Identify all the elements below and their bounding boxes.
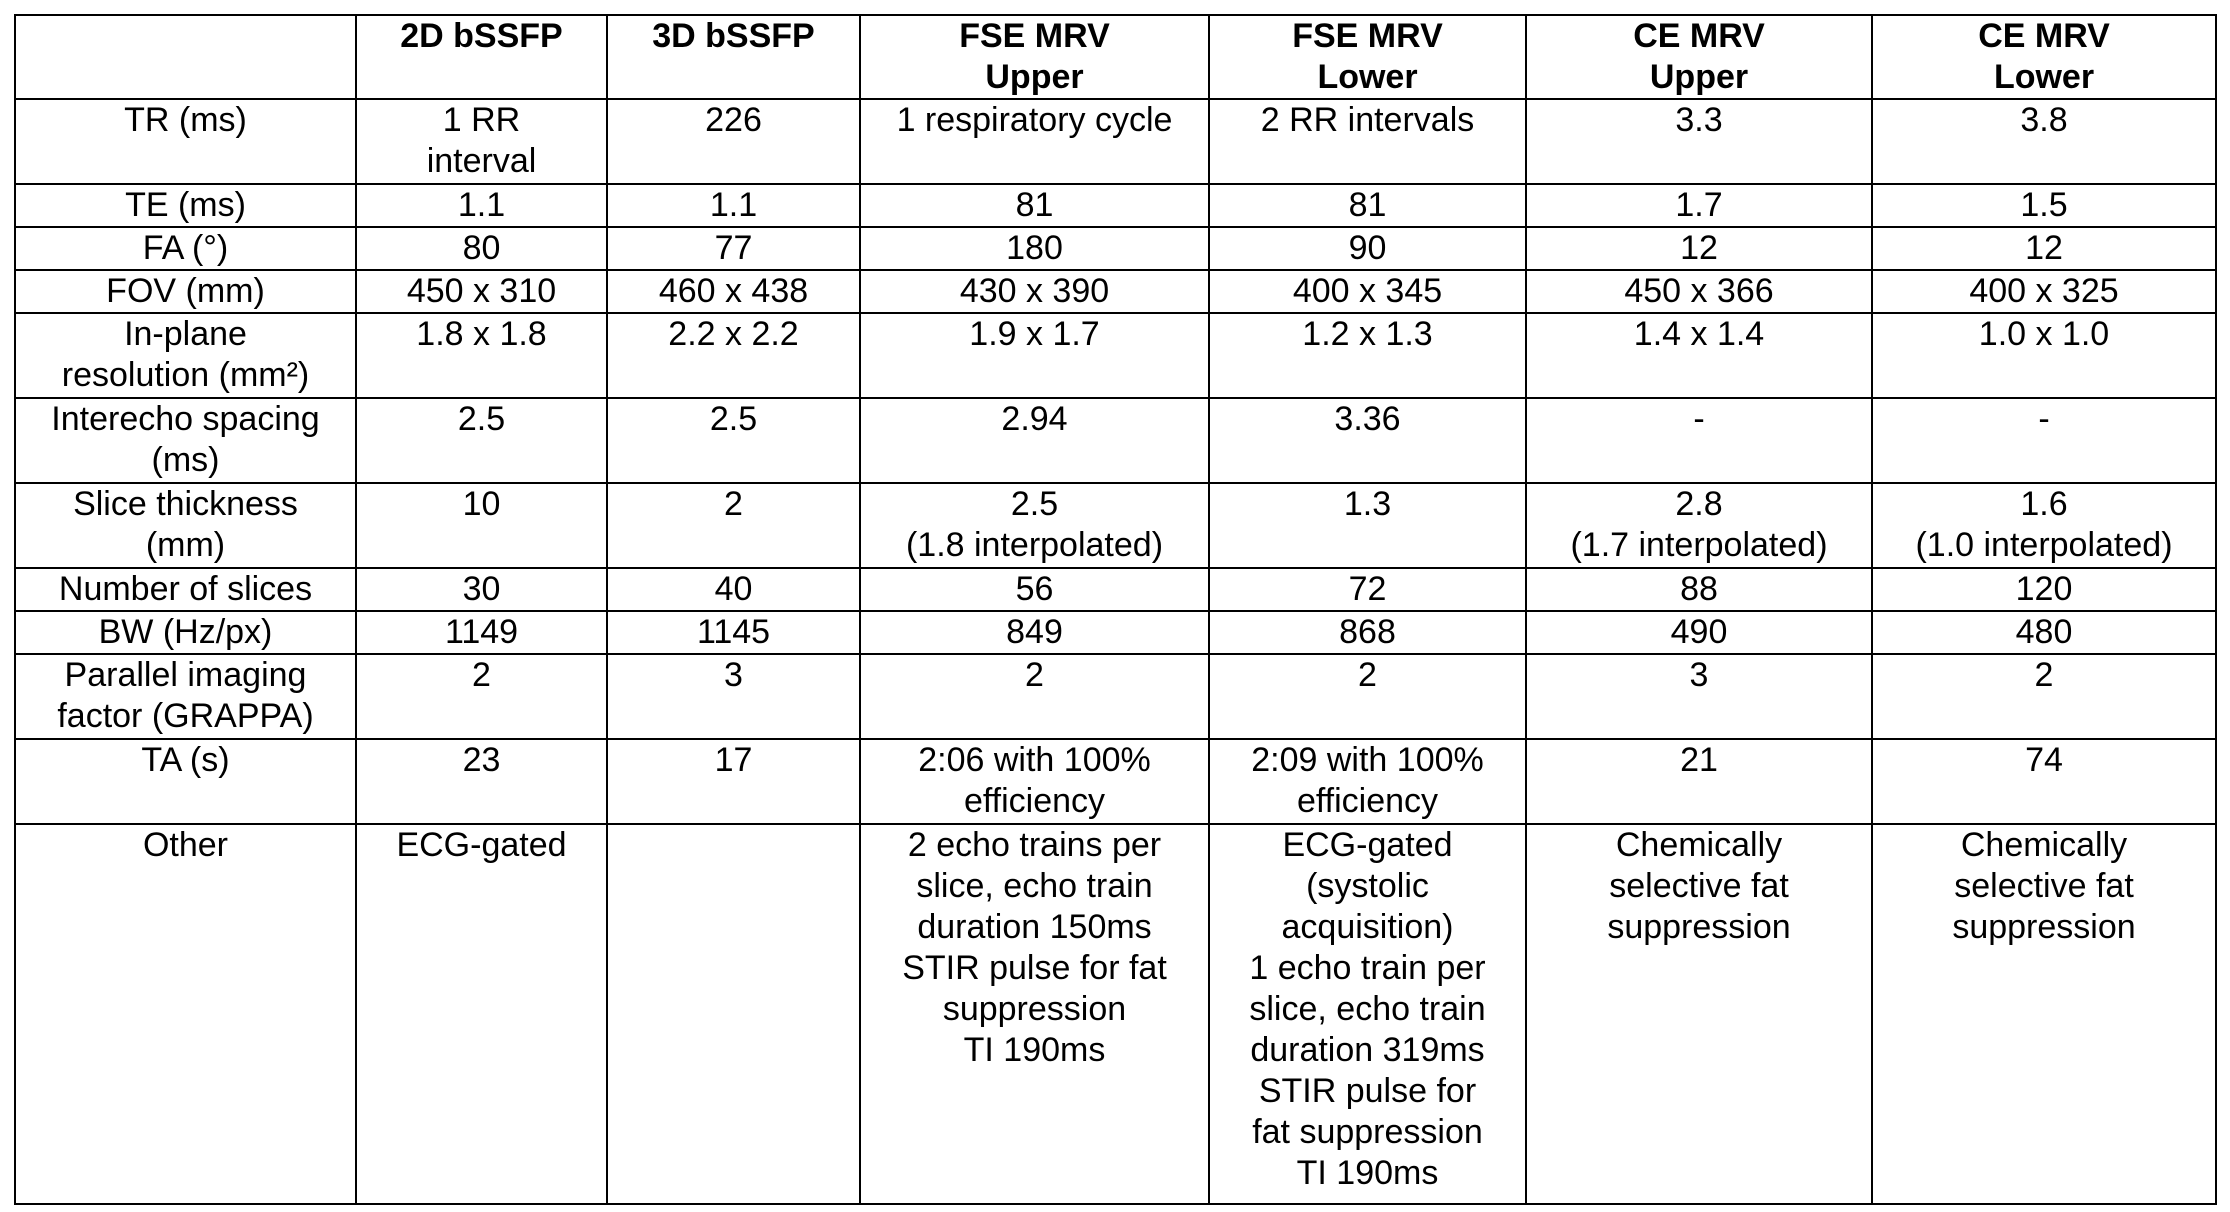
row-label: Slice thickness (mm) [15, 483, 356, 568]
table-cell: 30 [356, 568, 607, 611]
table-row-te [15, 184, 2216, 227]
table-cell: 3.8 [1872, 99, 2216, 184]
table-cell: 2.5 [607, 398, 860, 483]
parameters-table-container [14, 14, 2215, 1205]
table-cell: 72 [1209, 568, 1526, 611]
table-cell [607, 824, 860, 1204]
table-cell: 3 [607, 654, 860, 739]
row-label: BW (Hz/px) [15, 611, 356, 654]
table-cell: Chemically selective fat suppression [1872, 824, 2216, 1204]
table-cell: 2.2 x 2.2 [607, 313, 860, 398]
table-cell: 88 [1526, 568, 1872, 611]
table-cell: 1 RR interval [356, 99, 607, 184]
table-cell: 2:09 with 100% efficiency [1209, 739, 1526, 824]
table-cell: 460 x 438 [607, 270, 860, 313]
row-label: Number of slices [15, 568, 356, 611]
table-row-in-plane-resolution [15, 313, 2216, 398]
table-cell: 1.8 x 1.8 [356, 313, 607, 398]
table-row-number-of-slices [15, 568, 2216, 611]
table-cell: 3.36 [1209, 398, 1526, 483]
table-cell: 1.1 [607, 184, 860, 227]
table-cell: 2 [607, 483, 860, 568]
row-label: In-plane resolution (mm²) [15, 313, 356, 398]
table-cell: 868 [1209, 611, 1526, 654]
table-cell: 74 [1872, 739, 2216, 824]
table-cell: 17 [607, 739, 860, 824]
table-row-parallel-imaging-factor [15, 654, 2216, 739]
table-cell: 81 [860, 184, 1209, 227]
table-row-fa [15, 227, 2216, 270]
row-label: TR (ms) [15, 99, 356, 184]
table-cell: 400 x 345 [1209, 270, 1526, 313]
table-row-other [15, 824, 2216, 1204]
header-cell-ce-mrv-lower: CE MRV Lower [1872, 15, 2216, 99]
table-cell: 430 x 390 [860, 270, 1209, 313]
table-cell: 180 [860, 227, 1209, 270]
table-row-slice-thickness [15, 483, 2216, 568]
table-cell: - [1872, 398, 2216, 483]
table-cell: 2:06 with 100% efficiency [860, 739, 1209, 824]
table-cell: 90 [1209, 227, 1526, 270]
table-cell: 1.2 x 1.3 [1209, 313, 1526, 398]
table-cell: 2 [1872, 654, 2216, 739]
header-cell-empty [15, 15, 356, 99]
table-cell: 1.4 x 1.4 [1526, 313, 1872, 398]
table-cell: - [1526, 398, 1872, 483]
table-cell: 56 [860, 568, 1209, 611]
table-cell: 1.6 (1.0 interpolated) [1872, 483, 2216, 568]
table-cell: ECG-gated (systolic acquisition) 1 echo train per slice, echo train duration 319ms STIR pulse for fat suppression TI 190ms [1209, 824, 1526, 1204]
header-row [15, 15, 2216, 99]
row-label: FOV (mm) [15, 270, 356, 313]
table-cell: 2 [860, 654, 1209, 739]
table-cell: 80 [356, 227, 607, 270]
table-row-bandwidth [15, 611, 2216, 654]
table-cell: 1.5 [1872, 184, 2216, 227]
header-cell-3d-bssfp: 3D bSSFP [607, 15, 860, 99]
table-cell: 12 [1872, 227, 2216, 270]
table-cell: 2 [1209, 654, 1526, 739]
row-label: TE (ms) [15, 184, 356, 227]
table-cell: 3 [1526, 654, 1872, 739]
table-row-interecho-spacing [15, 398, 2216, 483]
table-cell: 2 RR intervals [1209, 99, 1526, 184]
table-cell: 2.5 [356, 398, 607, 483]
header-cell-fse-mrv-upper: FSE MRV Upper [860, 15, 1209, 99]
table-cell: 1.3 [1209, 483, 1526, 568]
parameters-table [14, 14, 2217, 1205]
table-row-tr [15, 99, 2216, 184]
table-cell: 77 [607, 227, 860, 270]
table-cell: 1.7 [1526, 184, 1872, 227]
table-cell: 2 echo trains per slice, echo train duration 150ms STIR pulse for fat suppression TI 190ms [860, 824, 1209, 1204]
table-cell: 1.0 x 1.0 [1872, 313, 2216, 398]
header-cell-fse-mrv-lower: FSE MRV Lower [1209, 15, 1526, 99]
row-label: Interecho spacing (ms) [15, 398, 356, 483]
row-label: Other [15, 824, 356, 1204]
table-cell: 2.8 (1.7 interpolated) [1526, 483, 1872, 568]
table-cell: 480 [1872, 611, 2216, 654]
table-cell: 490 [1526, 611, 1872, 654]
table-cell: Chemically selective fat suppression [1526, 824, 1872, 1204]
table-cell: 849 [860, 611, 1209, 654]
table-cell: 120 [1872, 568, 2216, 611]
table-cell: 10 [356, 483, 607, 568]
table-cell: 2.94 [860, 398, 1209, 483]
header-cell-2d-bssfp: 2D bSSFP [356, 15, 607, 99]
table-cell: 3.3 [1526, 99, 1872, 184]
table-cell: 1149 [356, 611, 607, 654]
row-label: FA (°) [15, 227, 356, 270]
table-cell: 2.5 (1.8 interpolated) [860, 483, 1209, 568]
table-cell: 21 [1526, 739, 1872, 824]
table-cell: 1 respiratory cycle [860, 99, 1209, 184]
table-cell: 1.1 [356, 184, 607, 227]
table-cell: 12 [1526, 227, 1872, 270]
row-label: Parallel imaging factor (GRAPPA) [15, 654, 356, 739]
table-cell: 450 x 310 [356, 270, 607, 313]
table-cell: 450 x 366 [1526, 270, 1872, 313]
table-cell: 1145 [607, 611, 860, 654]
table-row-ta [15, 739, 2216, 824]
table-cell: 400 x 325 [1872, 270, 2216, 313]
table-cell: 1.9 x 1.7 [860, 313, 1209, 398]
table-cell: ECG-gated [356, 824, 607, 1204]
table-row-fov [15, 270, 2216, 313]
table-cell: 2 [356, 654, 607, 739]
table-cell: 81 [1209, 184, 1526, 227]
table-cell: 23 [356, 739, 607, 824]
table-cell: 40 [607, 568, 860, 611]
row-label: TA (s) [15, 739, 356, 824]
table-cell: 226 [607, 99, 860, 184]
header-cell-ce-mrv-upper: CE MRV Upper [1526, 15, 1872, 99]
